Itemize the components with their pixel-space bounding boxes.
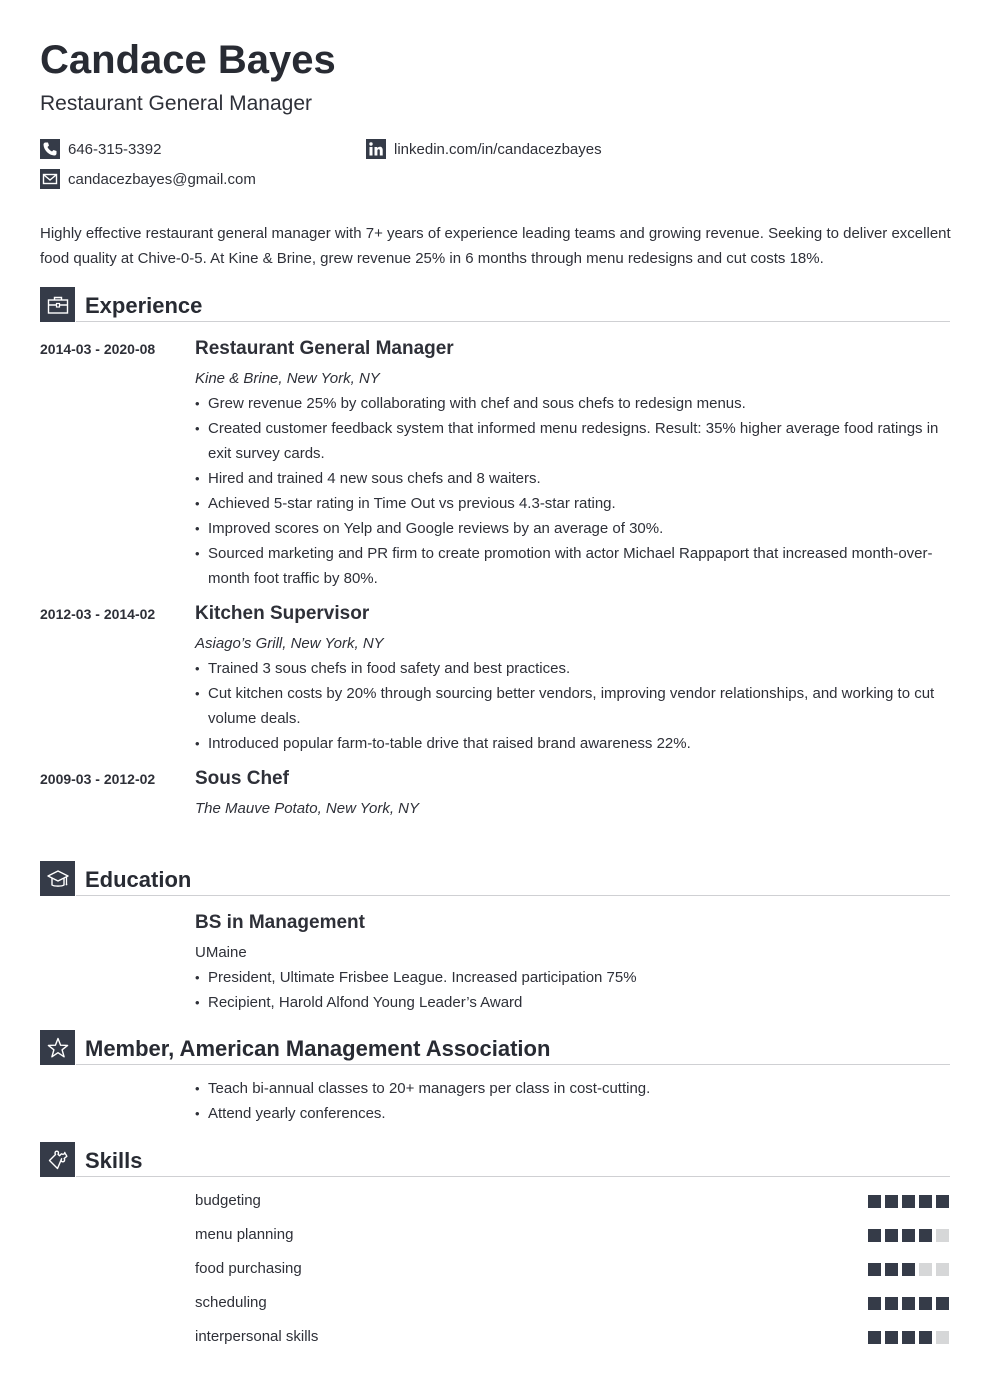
rating-square-filled — [868, 1195, 881, 1208]
rating-square-empty — [936, 1331, 949, 1344]
section-experience-header — [40, 287, 950, 323]
skill-row — [195, 1192, 950, 1212]
skill-row — [195, 1328, 950, 1348]
rating-square-filled — [936, 1195, 949, 1208]
skill-name: interpersonal skills — [195, 1328, 319, 1345]
puzzle-icon — [40, 1142, 75, 1177]
skill-name: menu planning — [195, 1226, 294, 1243]
linkedin-icon — [366, 139, 386, 159]
skill-rating — [868, 1263, 949, 1276]
linkedin-text[interactable]: linkedin.com/in/candacezbayes — [394, 140, 602, 158]
bullet-item: • Teach bi-annual classes to 20+ managers per class in cost-cutting. — [195, 1076, 950, 1101]
bullet-item: • Introduced popular farm-to-table drive that raised brand awareness 22%. — [195, 731, 950, 756]
bullet-item: • Achieved 5-star rating in Time Out vs previous 4.3-star rating. — [195, 491, 950, 516]
bullet-item: • Grew revenue 25% by collaborating with chef and sous chefs to redesign menus. — [195, 391, 950, 416]
section-title: Education — [85, 867, 192, 892]
bullet-item: • Cut kitchen costs by 20% through sourcing better vendors, improving vendor relationships, and working to cut volume deals. — [195, 681, 950, 731]
skill-name: budgeting — [195, 1192, 261, 1209]
section-skills-header — [40, 1142, 950, 1178]
bullet-item: • Hired and trained 4 new sous chefs and 8 waiters. — [195, 466, 950, 491]
skill-rating — [868, 1229, 949, 1242]
section-divider — [76, 1064, 950, 1065]
envelope-icon — [40, 169, 60, 189]
rating-square-filled — [936, 1297, 949, 1310]
job-dates: 2014-03 - 2020-08 — [40, 341, 156, 357]
rating-square-filled — [885, 1263, 898, 1276]
job-title: Restaurant General Manager — [195, 338, 454, 359]
section-divider — [76, 1176, 950, 1177]
skill-name: food purchasing — [195, 1260, 302, 1277]
job-bullets — [195, 656, 950, 756]
skill-row — [195, 1294, 950, 1314]
rating-square-filled — [868, 1263, 881, 1276]
rating-square-filled — [885, 1195, 898, 1208]
section-membership-header — [40, 1030, 950, 1066]
contact-linkedin[interactable] — [366, 139, 602, 159]
star-icon — [40, 1030, 75, 1065]
rating-square-filled — [902, 1229, 915, 1242]
graduation-cap-icon — [40, 861, 75, 896]
email-text[interactable]: candacezbayes@gmail.com — [68, 170, 256, 188]
school-name: UMaine — [195, 944, 247, 961]
section-title: Member, American Management Association — [85, 1036, 551, 1061]
bullet-item: • Attend yearly conferences. — [195, 1101, 950, 1126]
candidate-role: Restaurant General Manager — [40, 92, 312, 115]
skill-rating — [868, 1195, 949, 1208]
job-company: Kine & Brine, New York, NY — [195, 370, 380, 387]
section-education-header — [40, 861, 950, 897]
contact-phone — [40, 139, 161, 159]
skill-rating — [868, 1297, 949, 1310]
rating-square-empty — [936, 1229, 949, 1242]
bullet-item: • Trained 3 sous chefs in food safety and best practices. — [195, 656, 950, 681]
rating-square-filled — [885, 1297, 898, 1310]
rating-square-empty — [936, 1263, 949, 1276]
job-company: The Mauve Potato, New York, NY — [195, 800, 419, 817]
phone-text: 646-315-3392 — [68, 140, 162, 158]
job-company: Asiago’s Grill, New York, NY — [195, 635, 384, 652]
rating-square-filled — [868, 1297, 881, 1310]
bullet-item: • Created customer feedback system that informed menu redesigns. Result: 35% higher average food ratings in exit survey cards. — [195, 416, 950, 466]
degree-title: BS in Management — [195, 912, 365, 933]
section-divider — [76, 321, 950, 322]
bullet-item: • Sourced marketing and PR firm to create promotion with actor Michael Rappaport that increased month-over-month foot traffic by 80%. — [195, 541, 950, 591]
job-title: Kitchen Supervisor — [195, 603, 370, 624]
skill-name: scheduling — [195, 1294, 267, 1311]
job-title: Sous Chef — [195, 768, 289, 789]
contact-email[interactable] — [40, 169, 256, 189]
section-title: Experience — [85, 293, 203, 318]
rating-square-filled — [902, 1195, 915, 1208]
bullet-item: • Recipient, Harold Alfond Young Leader’s Award — [195, 990, 950, 1015]
rating-square-empty — [919, 1263, 932, 1276]
rating-square-filled — [902, 1297, 915, 1310]
profile-summary: Highly effective restaurant general manager with 7+ years of experience leading teams and growing revenue. Seeking to deliver excellent food quality at Chive-0-5. At Kine & Brine, grew revenue 25% in 6 months through menu redesigns and cut costs 18%. — [40, 225, 951, 267]
rating-square-filled — [919, 1331, 932, 1344]
rating-square-filled — [902, 1331, 915, 1344]
candidate-name: Candace Bayes — [40, 38, 336, 82]
rating-square-filled — [885, 1331, 898, 1344]
skill-row — [195, 1260, 950, 1280]
education-bullets — [195, 965, 950, 1015]
job-dates: 2009-03 - 2012-02 — [40, 771, 156, 787]
rating-square-filled — [919, 1297, 932, 1310]
membership-bullets — [195, 1076, 950, 1126]
briefcase-icon — [40, 287, 75, 322]
skill-row — [195, 1226, 950, 1246]
bullet-item: • President, Ultimate Frisbee League. Increased participation 75% — [195, 965, 950, 990]
rating-square-filled — [885, 1229, 898, 1242]
rating-square-filled — [868, 1331, 881, 1344]
rating-square-filled — [919, 1229, 932, 1242]
job-dates: 2012-03 - 2014-02 — [40, 606, 156, 622]
phone-icon — [40, 139, 60, 159]
job-bullets — [195, 391, 950, 591]
rating-square-filled — [902, 1263, 915, 1276]
rating-square-filled — [868, 1229, 881, 1242]
skill-rating — [868, 1331, 949, 1344]
bullet-item: • Improved scores on Yelp and Google reviews by an average of 30%. — [195, 516, 950, 541]
section-title: Skills — [85, 1148, 143, 1173]
section-divider — [76, 895, 950, 896]
rating-square-filled — [919, 1195, 932, 1208]
